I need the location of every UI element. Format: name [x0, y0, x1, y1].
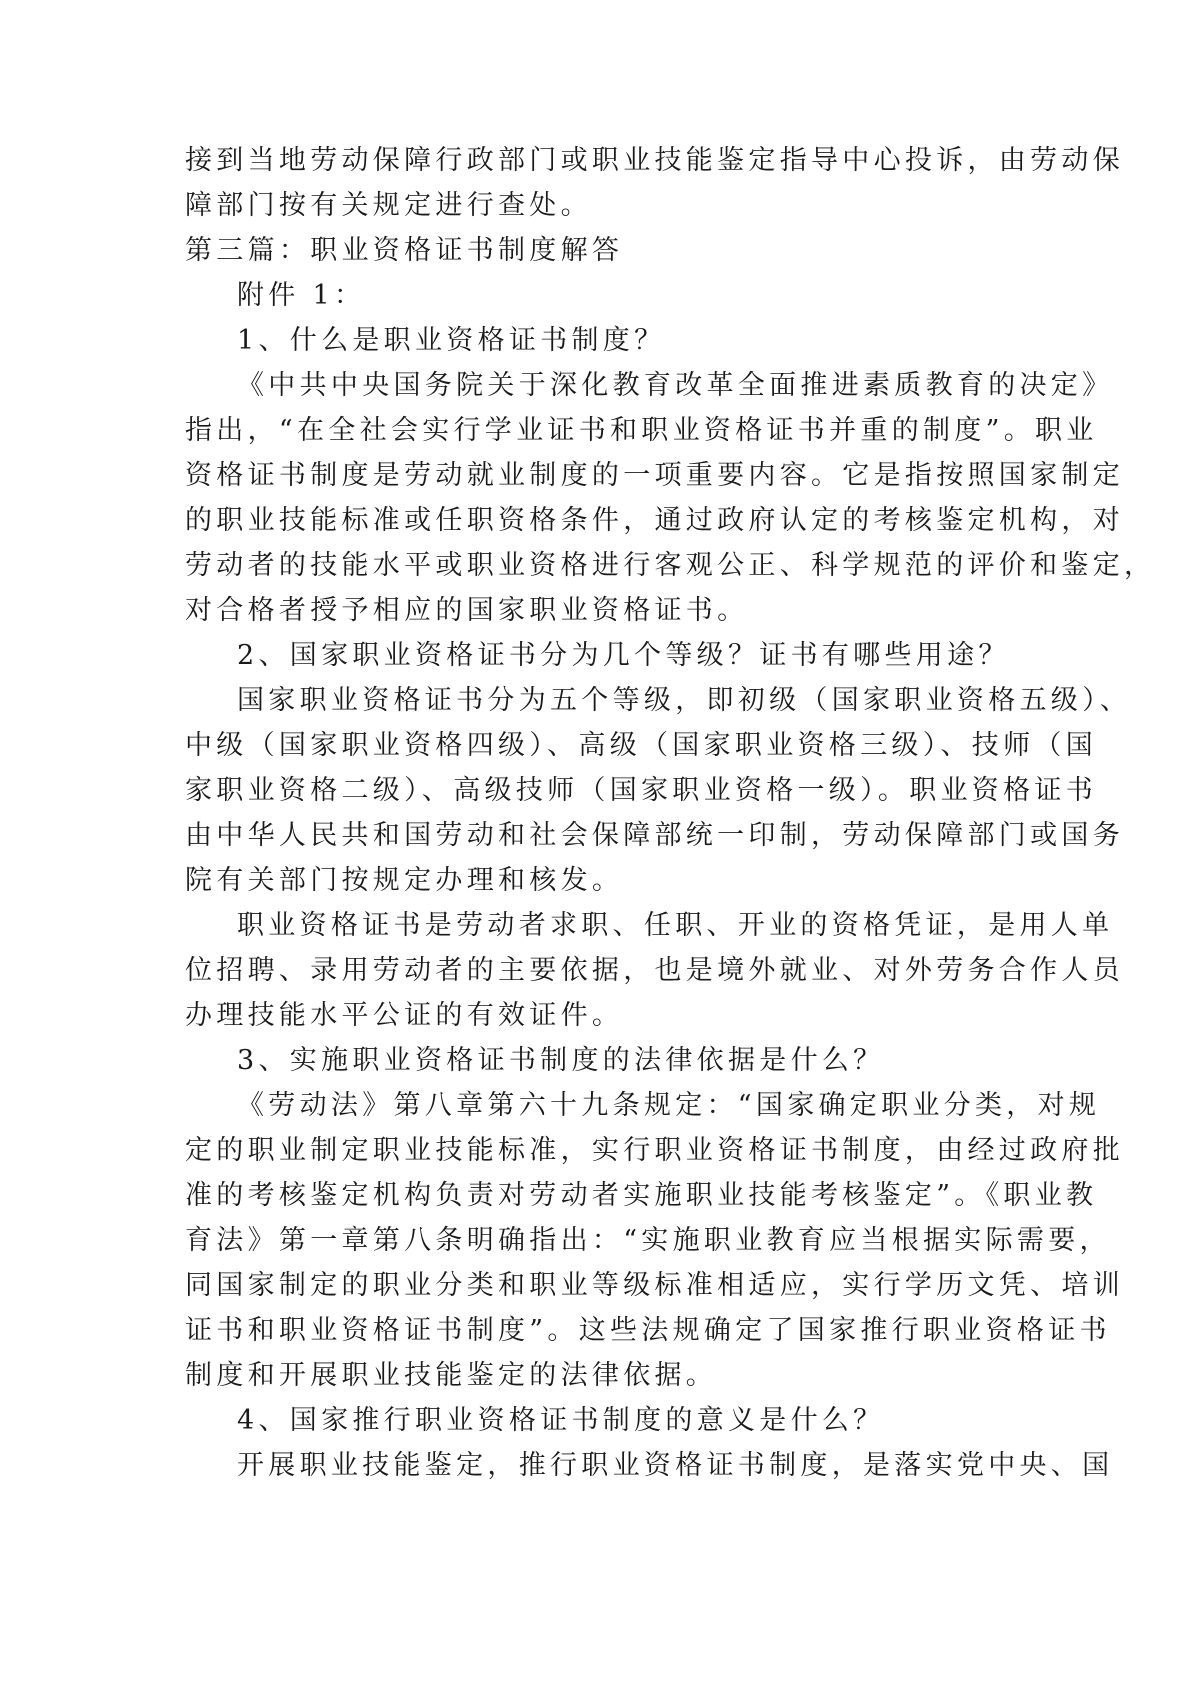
paragraph-line: 《中共中央国务院关于深化教育改革全面推进素质教育的决定》 — [237, 370, 1114, 401]
paragraph-line: 位招聘、录用劳动者的主要依据，也是境外就业、对外劳务合作人员 — [185, 955, 1124, 986]
question-heading: 3、实施职业资格证书制度的法律依据是什么？ — [237, 1045, 885, 1076]
paragraph-line: 接到当地劳动保障行政部门或职业技能鉴定指导中心投诉，由劳动保 — [185, 145, 1124, 176]
paragraph-line: 对合格者授予相应的国家职业资格证书。 — [185, 595, 749, 626]
document-body — [185, 138, 1156, 1488]
paragraph-line: 障部门按有关规定进行查处。 — [185, 190, 592, 221]
paragraph-line: 开展职业技能鉴定，推行职业资格证书制度，是落实党中央、国 — [237, 1450, 1114, 1481]
paragraph-line: 中级（国家职业资格四级）、高级（国家职业资格三级）、技师（国 — [185, 730, 1097, 761]
paragraph-line: 定的职业制定职业技能标准，实行职业资格证书制度，由经过政府批 — [185, 1135, 1124, 1166]
paragraph-line: 的职业技能标准或任职资格条件，通过政府认定的考核鉴定机构，对 — [185, 505, 1124, 536]
paragraph-line: 准的考核鉴定机构负责对劳动者实施职业技能考核鉴定”。《职业教 — [185, 1180, 1098, 1211]
question-heading: 1、什么是职业资格证书制度？ — [237, 325, 666, 356]
attachment-label: 附件 1： — [237, 280, 366, 311]
paragraph-line: 国家职业资格证书分为五个等级，即初级（国家职业资格五级）、 — [237, 685, 1132, 716]
paragraph-line: 资格证书制度是劳动就业制度的一项重要内容。它是指按照国家制定 — [185, 460, 1124, 491]
paragraph-line: 育法》第一章第八条明确指出：“实施职业教育应当根据实际需要， — [185, 1225, 1111, 1256]
paragraph-line: 制度和开展职业技能鉴定的法律依据。 — [185, 1360, 718, 1391]
paragraph-line: 《劳动法》第八章第六十九条规定：“国家确定职业分类，对规 — [237, 1090, 1101, 1121]
paragraph-line: 由中华人民共和国劳动和社会保障部统一印制，劳动保障部门或国务 — [185, 820, 1124, 851]
paragraph-line: 家职业资格二级）、高级技师（国家职业资格一级）。职业资格证书 — [185, 775, 1097, 806]
paragraph-line: 职业资格证书是劳动者求职、任职、开业的资格凭证，是用人单 — [237, 910, 1114, 941]
question-heading: 2、国家职业资格证书分为几个等级？证书有哪些用途？ — [237, 640, 1010, 671]
paragraph-line: 劳动者的技能水平或职业资格进行客观公正、科学规范的评价和鉴定， — [185, 550, 1156, 581]
paragraph-line: 办理技能水平公证的有效证件。 — [185, 1000, 624, 1031]
section-heading: 第三篇：职业资格证书制度解答 — [185, 235, 624, 266]
paragraph-line: 证书和职业资格证书制度”。这些法规确定了国家推行职业资格证书 — [185, 1315, 1111, 1346]
question-heading: 4、国家推行职业资格证书制度的意义是什么？ — [237, 1405, 885, 1436]
paragraph-line: 指出，“在全社会实行学业证书和职业资格证书并重的制度”。职业 — [185, 415, 1098, 446]
paragraph-line: 院有关部门按规定办理和核发。 — [185, 865, 624, 896]
paragraph-line: 同国家制定的职业分类和职业等级标准相适应，实行学历文凭、培训 — [185, 1270, 1124, 1301]
